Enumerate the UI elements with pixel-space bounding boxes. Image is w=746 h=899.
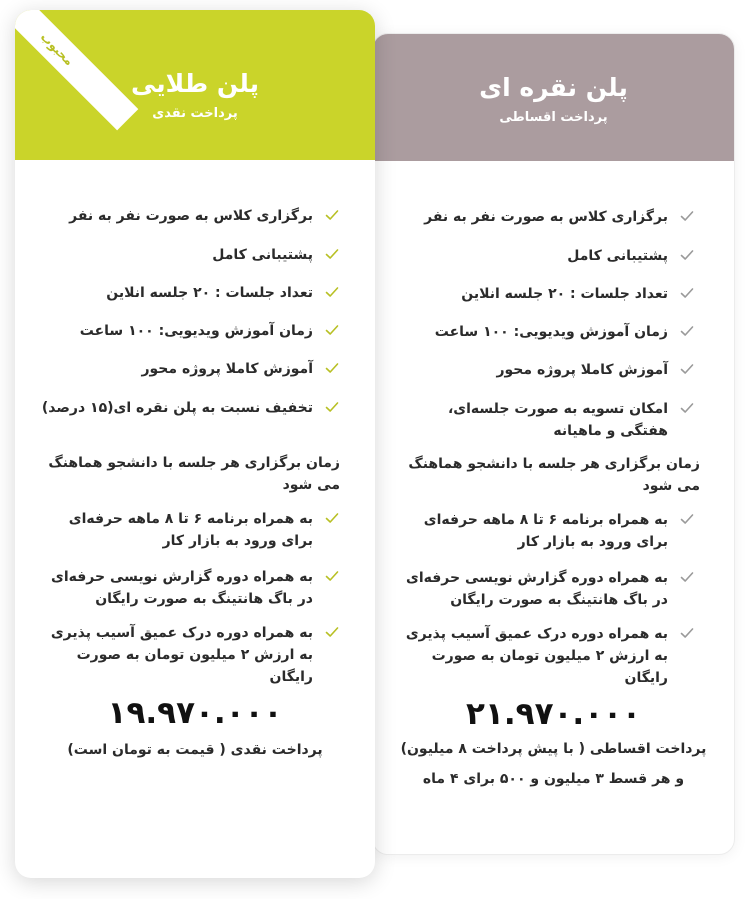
gold-payment-note: پرداخت نقدی ( قیمت به تومان است) (67, 742, 323, 758)
check-icon (680, 209, 694, 223)
feature-text: برگزاری کلاس به صورت نفر به نفر (424, 209, 668, 225)
check-icon (325, 400, 339, 414)
check-icon (325, 323, 339, 337)
feature-text: به همراه برنامه ۶ تا ۸ ماهه حرفه‌ای برای ورود به بازار کار (423, 512, 668, 550)
gold-plan-card (15, 10, 375, 878)
feature-text: به همراه دوره درک عمیق آسیب پذیری به ارزش ۲ میلیون تومان به صورت رایگان (50, 625, 313, 685)
feature-item (404, 206, 694, 228)
feature-item (404, 359, 694, 381)
feature-text: زمان آموزش ویدیویی: ۱۰۰ ساعت (79, 323, 313, 339)
check-icon (325, 625, 339, 639)
gold-plan-title: پلن طلایی (131, 69, 260, 98)
feature-text: زمان برگزاری هر جلسه با دانشجو هماهنگ می شود (48, 455, 340, 493)
feature-text: امکان تسویه به صورت جلسه‌ای، هفتگی و ماهیانه (447, 401, 668, 439)
feature-text: آموزش کاملا پروژه محور (496, 362, 668, 378)
feature-item (404, 509, 694, 553)
feature-text: زمان برگزاری هر جلسه با دانشجو هماهنگ می شود (408, 456, 700, 494)
feature-text: تعداد جلسات : ۲۰ جلسه انلاین (461, 286, 668, 302)
feature-item (40, 452, 340, 496)
feature-item (39, 397, 339, 419)
feature-text: تعداد جلسات : ۲۰ جلسه انلاین (106, 285, 313, 301)
feature-item (404, 245, 694, 267)
check-icon (325, 511, 339, 525)
check-icon (680, 324, 694, 338)
check-icon (680, 248, 694, 262)
check-icon (680, 626, 694, 640)
feature-text: به همراه دوره گزارش نویسی حرفه‌ای در باگ هانتینگ به صورت رایگان (50, 569, 313, 607)
silver-plan-header (373, 34, 734, 161)
silver-payment-note: پرداخت اقساطی ( با پیش پرداخت ۸ میلیون) (400, 741, 707, 757)
feature-text: به همراه دوره درک عمیق آسیب پذیری به ارزش ۲ میلیون تومان به صورت رایگان (405, 626, 668, 686)
gold-price: ۱۹.۹۷۰.۰۰۰ (107, 695, 283, 731)
check-icon (325, 569, 339, 583)
check-icon (325, 361, 339, 375)
check-icon (680, 286, 694, 300)
feature-text: تخفیف نسبت به پلن نقره ای(۱۵ درصد) (41, 400, 313, 416)
silver-price: ۲۱.۹۷۰.۰۰۰ (466, 696, 641, 732)
feature-item (404, 567, 694, 611)
feature-item (39, 205, 339, 227)
feature-text: آموزش کاملا پروژه محور (141, 361, 313, 377)
silver-plan-title: پلن نقره ای (479, 73, 628, 102)
silver-installment-note: و هر قسط ۳ میلیون و ۵۰۰ برای ۴ ماه (422, 771, 685, 787)
check-icon (680, 570, 694, 584)
feature-item (39, 566, 339, 610)
feature-item (404, 398, 694, 442)
feature-text: به همراه برنامه ۶ تا ۸ ماهه حرفه‌ای برای ورود به بازار کار (68, 511, 313, 549)
gold-plan-subtitle: پرداخت نقدی (152, 106, 238, 121)
feature-item (39, 622, 339, 688)
check-icon (325, 285, 339, 299)
check-icon (680, 401, 694, 415)
check-icon (325, 208, 339, 222)
feature-item (39, 244, 339, 266)
feature-item (404, 321, 694, 343)
feature-text: زمان آموزش ویدیویی: ۱۰۰ ساعت (434, 324, 668, 340)
feature-item (39, 320, 339, 342)
feature-item (404, 623, 694, 689)
feature-item (404, 283, 694, 305)
silver-plan-subtitle: پرداخت اقساطی (499, 110, 608, 125)
feature-item (404, 453, 700, 497)
feature-text: برگزاری کلاس به صورت نفر به نفر (69, 208, 313, 224)
popular-badge: محبوب (15, 10, 138, 130)
silver-plan-card (372, 33, 735, 855)
check-icon (680, 512, 694, 526)
feature-text: به همراه دوره گزارش نویسی حرفه‌ای در باگ هانتینگ به صورت رایگان (405, 570, 668, 608)
gold-plan-header (15, 10, 375, 160)
check-icon (325, 247, 339, 261)
check-icon (680, 362, 694, 376)
feature-text: پشتیبانی کامل (567, 248, 668, 264)
feature-item (39, 282, 339, 304)
feature-text: پشتیبانی کامل (212, 247, 313, 263)
feature-item (39, 358, 339, 380)
feature-item (39, 508, 339, 552)
